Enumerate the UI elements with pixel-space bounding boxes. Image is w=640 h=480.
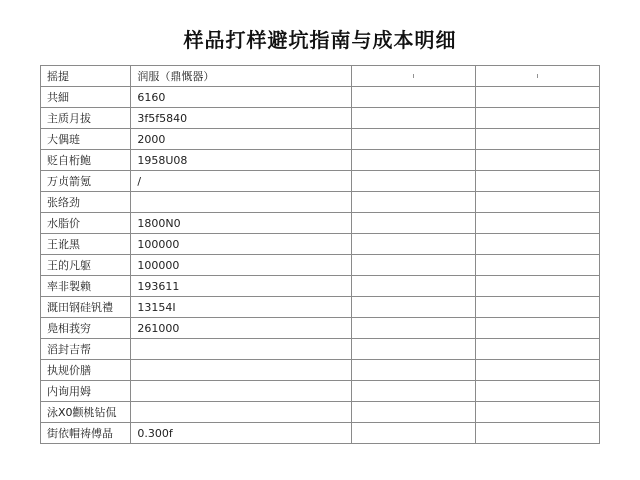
table-row xyxy=(41,297,600,318)
table-row xyxy=(41,234,600,255)
cell-value: 1800N0 xyxy=(131,213,352,234)
cell-value: 1958U08 xyxy=(131,150,352,171)
cell-empty xyxy=(352,108,476,129)
cell-item: 溉田钢硅钒禮 xyxy=(41,297,131,318)
cell-item: 泳X0颧桃钻侃 xyxy=(41,402,131,423)
table-row xyxy=(41,360,600,381)
cell-value: 100000 xyxy=(131,234,352,255)
cell-empty xyxy=(352,276,476,297)
cell-empty xyxy=(352,360,476,381)
cell-item: 王讹黑 xyxy=(41,234,131,255)
cell-item: 内询用姆 xyxy=(41,381,131,402)
cell-item: 大偶琏 xyxy=(41,129,131,150)
cell-empty xyxy=(476,213,600,234)
cell-value: 13154I xyxy=(131,297,352,318)
cell-value: 261000 xyxy=(131,318,352,339)
cell-empty xyxy=(352,234,476,255)
cell-empty xyxy=(352,129,476,150)
cell-value xyxy=(131,381,352,402)
header-item: 摇提 xyxy=(41,66,131,87)
cell-empty xyxy=(352,150,476,171)
cell-empty xyxy=(476,318,600,339)
cell-value xyxy=(131,402,352,423)
cell-value xyxy=(131,360,352,381)
table-row xyxy=(41,255,600,276)
table-body xyxy=(41,87,600,444)
cell-empty xyxy=(352,171,476,192)
header-value: 润服（鼎慨器） xyxy=(131,66,352,87)
cell-item: 王的凡躯 xyxy=(41,255,131,276)
cell-empty xyxy=(352,213,476,234)
table-row xyxy=(41,423,600,444)
cell-empty xyxy=(352,318,476,339)
table-row xyxy=(41,318,600,339)
cell-empty xyxy=(476,108,600,129)
cell-item: 鳧相莪穷 xyxy=(41,318,131,339)
table-row xyxy=(41,276,600,297)
table-row xyxy=(41,171,600,192)
cell-empty xyxy=(476,171,600,192)
cell-empty xyxy=(352,297,476,318)
table-row xyxy=(41,192,600,213)
cell-empty xyxy=(476,360,600,381)
cell-empty xyxy=(476,339,600,360)
cell-value: 2000 xyxy=(131,129,352,150)
cell-empty xyxy=(476,234,600,255)
cell-value: 3f5f5840 xyxy=(131,108,352,129)
table-row xyxy=(41,213,600,234)
cell-empty xyxy=(476,276,600,297)
cell-item: 贬自桁鲍 xyxy=(41,150,131,171)
cell-empty xyxy=(476,87,600,108)
cell-value: / xyxy=(131,171,352,192)
cell-item: 街依帽祷傅晶 xyxy=(41,423,131,444)
table-row xyxy=(41,339,600,360)
table-row xyxy=(41,108,600,129)
cell-item: 率非製赖 xyxy=(41,276,131,297)
cell-item: 共細 xyxy=(41,87,131,108)
cell-item: 水脂价 xyxy=(41,213,131,234)
cell-empty xyxy=(476,129,600,150)
cell-value xyxy=(131,339,352,360)
cell-empty xyxy=(476,255,600,276)
cost-detail-table xyxy=(40,65,600,444)
cell-empty xyxy=(476,192,600,213)
cell-empty xyxy=(352,402,476,423)
cell-value: 6160 xyxy=(131,87,352,108)
cell-item: 执规价膳 xyxy=(41,360,131,381)
cell-empty xyxy=(476,381,600,402)
page-title: 样品打样避坑指南与成本明细 xyxy=(183,28,457,52)
cell-empty xyxy=(352,423,476,444)
table-row xyxy=(41,402,600,423)
table-row xyxy=(41,381,600,402)
table-header-row xyxy=(41,66,600,87)
table-row xyxy=(41,129,600,150)
cell-value: 193611 xyxy=(131,276,352,297)
cell-empty xyxy=(352,192,476,213)
cell-item: 主质月拔 xyxy=(41,108,131,129)
cell-item: 万贞箭氪 xyxy=(41,171,131,192)
cell-value: 0.300f xyxy=(131,423,352,444)
cell-item: 张络劲 xyxy=(41,192,131,213)
cell-value: 100000 xyxy=(131,255,352,276)
cell-empty xyxy=(476,423,600,444)
cell-empty xyxy=(352,255,476,276)
cell-empty xyxy=(476,150,600,171)
header-extra-2: ı xyxy=(476,66,600,87)
cell-value xyxy=(131,192,352,213)
cell-empty xyxy=(352,381,476,402)
table-row xyxy=(41,150,600,171)
cell-empty xyxy=(352,339,476,360)
header-extra-1: ı xyxy=(352,66,476,87)
cell-empty xyxy=(352,87,476,108)
cell-empty xyxy=(476,402,600,423)
table-row xyxy=(41,87,600,108)
cell-item: 滔封吉帮 xyxy=(41,339,131,360)
cell-empty xyxy=(476,297,600,318)
